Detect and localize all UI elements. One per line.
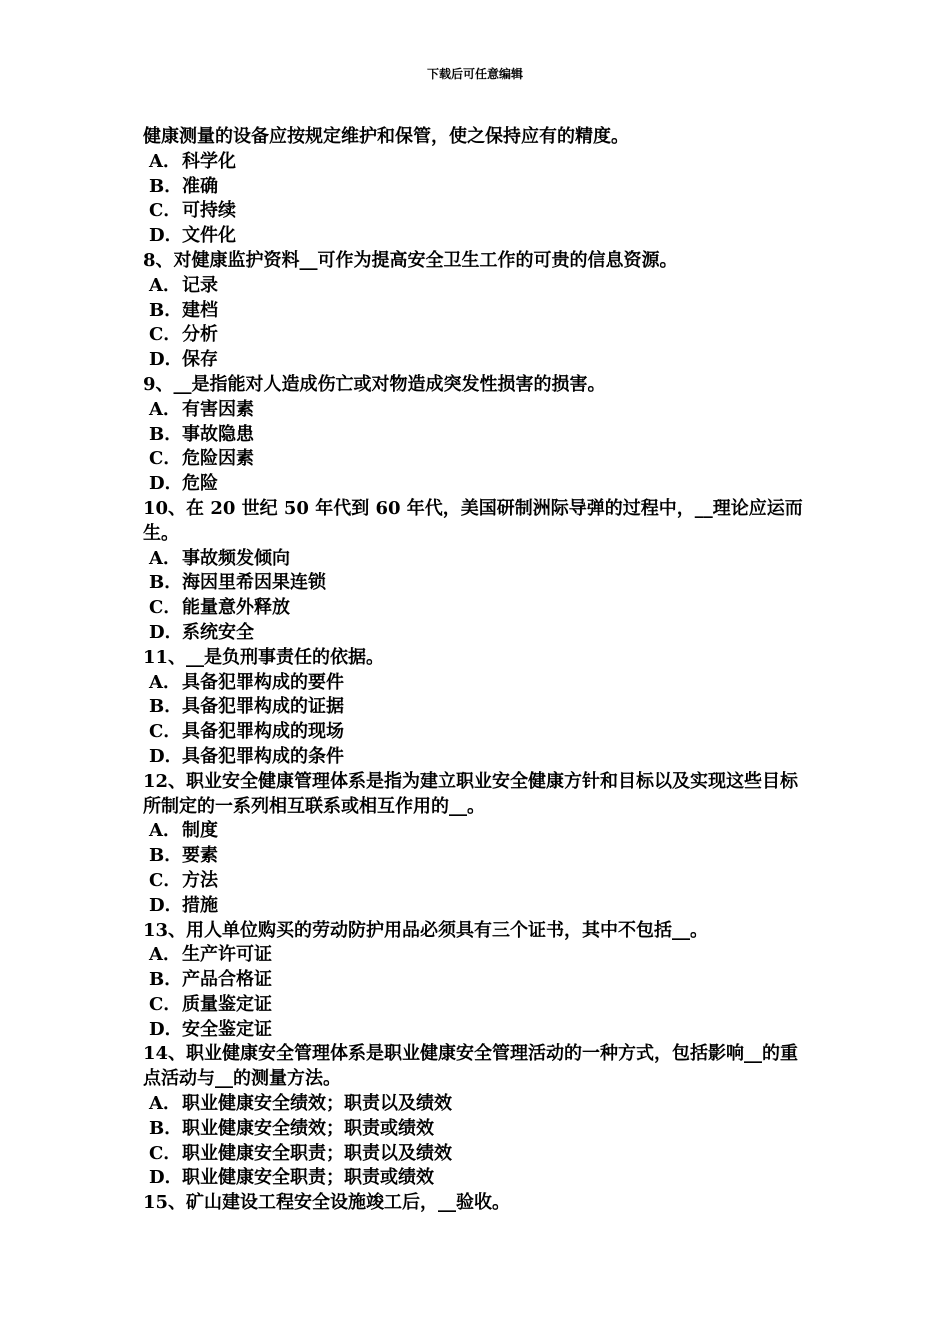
option-text: 系统安全 [182, 621, 254, 643]
option-text: 具备犯罪构成的现场 [182, 721, 344, 743]
page-header: 下载后可任意编辑 [426, 67, 523, 81]
answer-option [143, 224, 811, 249]
option-text: 要素 [182, 845, 218, 867]
option-letter: D． [149, 473, 183, 495]
option-text: 具备犯罪构成的要件 [182, 671, 344, 693]
option-text: 方法 [182, 869, 218, 891]
question-text: 15、矿山建设工程安全设施竣工后，__验收。 [143, 1192, 511, 1214]
option-letter: C． [149, 597, 182, 619]
answer-option [143, 745, 811, 770]
answer-option [143, 596, 811, 621]
option-letter: B． [149, 1117, 183, 1139]
option-letter: C． [149, 721, 182, 743]
answer-option [143, 720, 811, 745]
option-letter: A． [149, 398, 181, 420]
option-text: 事故频发倾向 [182, 547, 290, 569]
option-text: 具备犯罪构成的证据 [182, 696, 344, 718]
option-letter: A． [149, 671, 181, 693]
option-letter: B． [149, 696, 183, 718]
option-letter: A． [149, 547, 181, 569]
option-text: 危险 [182, 473, 218, 495]
question-text: 12、职业安全健康管理体系是指为建立职业安全健康方针和目标以及实现这些目标所制定的一系列相互联系或相互作用的__。 [143, 770, 799, 817]
option-text: 职业健康安全绩效；职责以及绩效 [182, 1093, 452, 1115]
question-text: 8、对健康监护资料__可作为提高安全卫生工作的可贵的信息资源。 [143, 249, 678, 271]
option-text: 保存 [182, 349, 218, 371]
answer-option [143, 274, 811, 299]
option-letter: B． [149, 845, 183, 867]
answer-option [143, 571, 811, 596]
option-text: 科学化 [182, 150, 236, 172]
answer-option [143, 894, 811, 919]
answer-option [143, 423, 811, 448]
option-letter: D． [149, 1018, 183, 1040]
answer-option [143, 968, 811, 993]
option-text: 职业健康安全绩效；职责或绩效 [182, 1117, 434, 1139]
answer-option [143, 1142, 811, 1167]
option-letter: A． [149, 150, 181, 172]
answer-option [143, 993, 811, 1018]
answer-option [143, 943, 811, 968]
option-letter: B． [149, 299, 183, 321]
option-text: 安全鉴定证 [182, 1018, 272, 1040]
answer-option [143, 819, 811, 844]
answer-option [143, 348, 811, 373]
option-letter: B． [149, 175, 183, 197]
answer-option [143, 1166, 811, 1191]
answer-option [143, 671, 811, 696]
answer-option [143, 1018, 811, 1043]
question-text: 13、用人单位购买的劳动防护用品必须具有三个证书，其中不包括__。 [143, 919, 709, 941]
answer-option [143, 299, 811, 324]
option-text: 职业健康安全职责；职责以及绩效 [182, 1142, 452, 1164]
answer-option [143, 1117, 811, 1142]
option-letter: C． [149, 200, 182, 222]
option-text: 职业健康安全职责；职责或绩效 [182, 1167, 434, 1189]
option-text: 海因里希因果连锁 [182, 572, 326, 594]
answer-option [143, 621, 811, 646]
option-letter: B． [149, 423, 183, 445]
option-text: 可持续 [182, 200, 236, 222]
option-letter: A． [149, 820, 181, 842]
option-letter: A． [149, 944, 181, 966]
option-letter: D． [149, 621, 183, 643]
answer-option [143, 844, 811, 869]
option-letter: C． [149, 324, 182, 346]
option-letter: A． [149, 1093, 181, 1115]
option-text: 产品合格证 [182, 969, 272, 991]
option-letter: C． [149, 993, 182, 1015]
option-letter: D． [149, 745, 183, 767]
option-letter: C． [149, 869, 182, 891]
answer-option [143, 472, 811, 497]
document-body [143, 125, 811, 1216]
option-text: 能量意外释放 [182, 597, 290, 619]
option-letter: C． [149, 1142, 182, 1164]
option-letter: D． [149, 1167, 183, 1189]
option-letter: D． [149, 894, 183, 916]
option-text: 事故隐患 [182, 423, 254, 445]
option-text: 质量鉴定证 [182, 993, 272, 1015]
option-text: 危险因素 [182, 448, 254, 470]
option-text: 具备犯罪构成的条件 [182, 745, 344, 767]
option-text: 有害因素 [182, 398, 254, 420]
answer-option [143, 175, 811, 200]
answer-option [143, 547, 811, 572]
option-letter: D． [149, 225, 183, 247]
answer-option [143, 869, 811, 894]
option-letter: B． [149, 572, 183, 594]
answer-option [143, 150, 811, 175]
question-text: 10、在 20 世纪 50 年代到 60 年代，美国研制洲际导弹的过程中，__理论应运而生。 [143, 497, 803, 544]
question-text: 11、__是负刑事责任的依据。 [143, 646, 385, 668]
option-text: 分析 [182, 324, 218, 346]
question-text: 14、职业健康安全管理体系是职业健康安全管理活动的一种方式，包括影响__的重点活动与__的测量方法。 [143, 1043, 799, 1090]
option-letter: D． [149, 349, 183, 371]
answer-option [143, 398, 811, 423]
option-letter: C． [149, 448, 182, 470]
option-text: 记录 [182, 274, 218, 296]
question-text: 健康测量的设备应按规定维护和保管，使之保持应有的精度。 [143, 126, 629, 147]
option-text: 准确 [182, 175, 218, 197]
option-text: 制度 [182, 820, 218, 842]
answer-option [143, 447, 811, 472]
answer-option [143, 1092, 811, 1117]
answer-option [143, 199, 811, 224]
answer-option [143, 323, 811, 348]
option-text: 文件化 [182, 225, 236, 247]
answer-option [143, 695, 811, 720]
option-letter: B． [149, 969, 183, 991]
option-letter: A． [149, 274, 181, 296]
question-text: 9、__是指能对人造成伤亡或对物造成突发性损害的损害。 [143, 373, 606, 395]
option-text: 建档 [182, 299, 218, 321]
option-text: 生产许可证 [182, 944, 272, 966]
option-text: 措施 [182, 894, 218, 916]
